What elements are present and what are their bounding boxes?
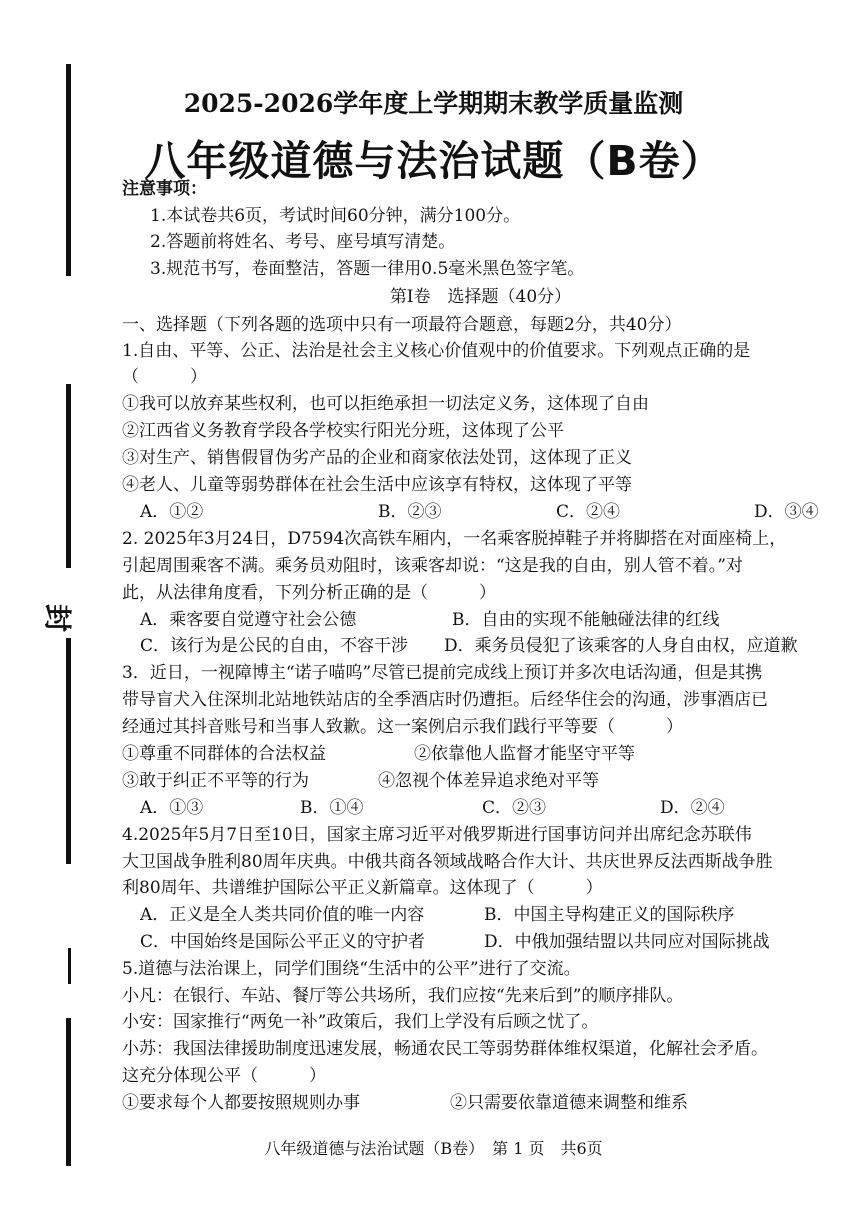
q4-stem: 利80周年、共谱维护国际公平正义新篇章。这体现了（ ） <box>122 878 603 898</box>
q3-stem: 3．近日，一视障博主“诺子喵呜”尽管已提前完成线上预订并多次电话沟通，但是其携 <box>122 663 763 683</box>
q1-options <box>122 499 839 525</box>
q4-option-c[interactable]: C．中国始终是国际公平正义的守护者 <box>140 932 426 952</box>
note-item: 3.规范书写，卷面整洁，答题一律用0.5毫米黑色签字笔。 <box>150 259 585 279</box>
q3-option-d[interactable]: D．②④ <box>660 798 725 818</box>
q3-option-b[interactable]: B．①④ <box>300 798 364 818</box>
note-item: 2.答题前将姓名、考号、座号填写清楚。 <box>150 232 456 252</box>
q2-stem: 此，从法律角度看，下列分析正确的是（ ） <box>122 583 496 603</box>
q3-stem: 经通过其抖音账号和当事人致歉。这一案例启示我们践行平等要（ ） <box>122 717 683 737</box>
part1-title: 第Ⅰ卷 选择题（40分） <box>389 287 572 307</box>
q4-option-b[interactable]: B．中国主导构建正义的国际秩序 <box>484 905 735 925</box>
q3-option-c[interactable]: C．②③ <box>482 798 547 818</box>
binding-bar-short <box>68 948 71 984</box>
q1-statement: ①我可以放弃某些权利，也可以拒绝承担一切法定义务，这体现了自由 <box>122 394 649 414</box>
exam-paper-title: 八年级道德与法治试题（B卷） <box>144 137 723 185</box>
q5-stem: 小苏：我国法律援助制度迅速发展，畅通农民工等弱势群体维权渠道，化解社会矛盾。 <box>122 1039 768 1059</box>
q5-stem: 5.道德与法治课上，同学们围绕“生活中的公平”进行了交流。 <box>122 959 581 979</box>
q1-stem: 1.自由、平等、公正、法治是社会主义核心价值观中的价值要求。下列观点正确的是 <box>122 341 751 361</box>
q3-statements-row2 <box>122 768 839 794</box>
q3-statement: ④忽视个体差异追求绝对平等 <box>378 771 599 791</box>
q1-statement: ④老人、儿童等弱势群体在社会生活中应该享有特权，这体现了平等 <box>122 475 632 495</box>
q4-option-a[interactable]: A．正义是全人类共同价值的唯一内容 <box>140 905 425 925</box>
page-footer: 八年级道德与法治试题（B卷） 第 1 页 共6页 <box>264 1139 603 1158</box>
q1-statement: ③对生产、销售假冒伪劣产品的企业和商家依法处罚，这体现了正义 <box>122 448 632 468</box>
q2-stem: 引起周围乘客不满。乘务员劝阻时，该乘客却说：“这是我的自由，别人管不着。”对 <box>122 556 743 576</box>
binding-bar-middle <box>66 384 71 568</box>
q1-option-b[interactable]: B．②③ <box>378 502 442 522</box>
exam-session-title: 2025-2026学年度上学期期末教学质量监测 <box>183 89 684 118</box>
q5-statement: ①要求每个人都要按照规则办事 <box>122 1093 360 1113</box>
q4-stem: 4.2025年5月7日至10日，国家主席习近平对俄罗斯进行国事访问并出席纪念苏联伟 <box>122 825 752 845</box>
q3-statements-row1 <box>122 741 839 767</box>
q3-statement: ③敢于纠正不平等的行为 <box>122 771 309 791</box>
q2-option-b[interactable]: B．自由的实现不能触碰法律的红线 <box>452 610 720 630</box>
binding-bar-lower <box>66 638 71 864</box>
binding-seal-mark: 封 <box>41 603 75 633</box>
q3-options <box>122 795 839 821</box>
q2-options-row2 <box>122 633 839 659</box>
notes-title: 注意事项： <box>122 179 207 199</box>
q5-stem: 小安：国家推行“两免一补”政策后，我们上学没有后顾之忧了。 <box>122 1012 599 1032</box>
q2-options-row1 <box>122 607 839 633</box>
note-item: 1.本试卷共6页，考试时间60分钟，满分100分。 <box>150 206 521 226</box>
q5-statement: ②只需要依靠道德来调整和维系 <box>450 1093 688 1113</box>
q5-stem: 小凡：在银行、车站、餐厅等公共场所，我们应按“先来后到”的顺序排队。 <box>122 986 684 1006</box>
q3-stem: 带导盲犬入住深圳北站地铁站店的全季酒店时仍遭拒。后经华住会的沟通，涉事酒店已 <box>122 690 768 710</box>
q1-option-d[interactable]: D．③④ <box>754 502 819 522</box>
q1-statement: ②江西省义务教育学段各学校实行阳光分班，这体现了公平 <box>122 421 564 441</box>
q2-stem: 2. 2025年3月24日，D7594次高铁车厢内，一名乘客脱掉鞋子并将脚搭在对面座椅上， <box>122 529 787 549</box>
q4-option-d[interactable]: D．中俄加强结盟以共同应对国际挑战 <box>484 932 770 952</box>
q3-statement: ②依靠他人监督才能坚守平等 <box>414 744 635 764</box>
q5-statements-row1 <box>122 1090 839 1116</box>
q3-statement: ①尊重不同群体的合法权益 <box>122 744 326 764</box>
q3-option-a[interactable]: A．①③ <box>140 798 204 818</box>
q4-stem: 大卫国战争胜利80周年庆典。中俄共商各领域战略合作大计、共庆世界反法西斯战争胜 <box>122 852 773 872</box>
q1-option-a[interactable]: A．①② <box>140 502 204 522</box>
q4-options-row2 <box>122 929 839 955</box>
q4-options-row1 <box>122 902 839 928</box>
q5-stem: 这充分体现公平（ ） <box>122 1066 326 1086</box>
section1-title: 一、选择题（下列各题的选项中只有一项最符合题意，每题2分，共40分） <box>122 315 682 335</box>
q1-answer-blank: （ ） <box>122 367 207 387</box>
q1-option-c[interactable]: C．②④ <box>556 502 621 522</box>
q2-option-a[interactable]: A．乘客要自觉遵守社会公德 <box>140 610 357 630</box>
q2-option-c[interactable]: C．该行为是公民的自由，不容干涉 <box>140 636 409 656</box>
q2-option-d[interactable]: D．乘务员侵犯了该乘客的人身自由权，应道歉 <box>444 636 798 656</box>
